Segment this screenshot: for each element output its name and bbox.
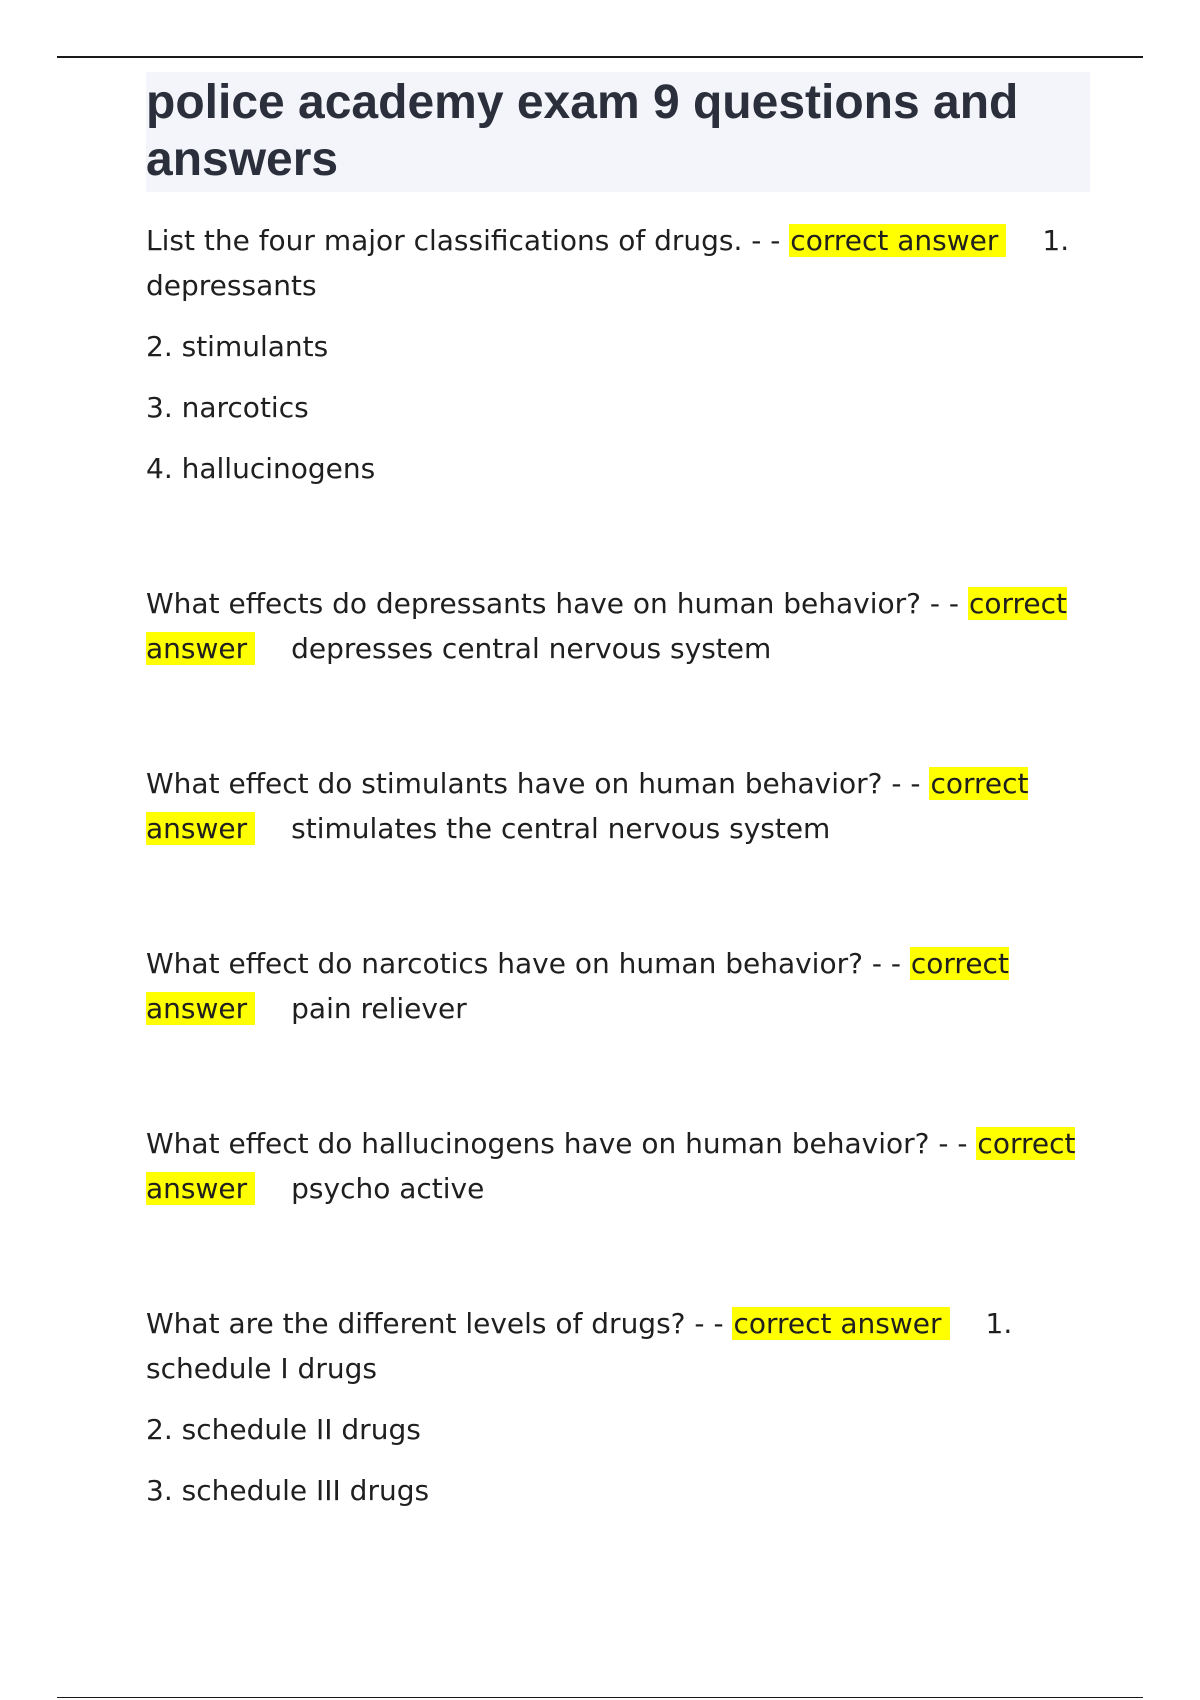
document-body	[146, 72, 1090, 1513]
answer-marker: correct answer	[146, 1127, 1076, 1205]
question-text: What effect do hallucinogens have on human behavior? - -	[146, 1127, 968, 1160]
answer-line: 4. hallucinogens	[146, 452, 376, 485]
qa-item	[146, 941, 1090, 1031]
answer-line: depresses central nervous system	[291, 632, 772, 665]
answer-line: 3. narcotics	[146, 391, 309, 424]
answer-marker: correct answer	[146, 767, 1029, 845]
question-text: What effect do narcotics have on human behavior? - -	[146, 947, 901, 980]
document-title: police academy exam 9 questions and answers	[146, 76, 1019, 186]
qa-item	[146, 1121, 1090, 1211]
qa-list	[146, 218, 1090, 1513]
question-text: What effect do stimulants have on human behavior? - -	[146, 767, 921, 800]
qa-item	[146, 1301, 1090, 1513]
answer-marker: correct answer	[789, 224, 1006, 257]
answer-line: 1. depressants	[146, 224, 1070, 302]
answer-line: 3. schedule III drugs	[146, 1474, 430, 1507]
answer-line: 1. schedule I drugs	[146, 1307, 1013, 1385]
footer-rule	[57, 1697, 1143, 1698]
answer-line: stimulates the central nervous system	[291, 812, 831, 845]
answer-marker: correct answer	[146, 947, 1009, 1025]
qa-item	[146, 218, 1090, 491]
question-text: What effects do depressants have on human behavior? - -	[146, 587, 960, 620]
answer-line: psycho active	[291, 1172, 485, 1205]
question-text: What are the different levels of drugs? - -	[146, 1307, 724, 1340]
answer-line: 2. stimulants	[146, 330, 329, 363]
qa-item	[146, 761, 1090, 851]
header-rule	[57, 56, 1143, 58]
qa-item	[146, 581, 1090, 671]
title-box	[146, 72, 1090, 192]
question-text: List the four major classifications of drugs. - -	[146, 224, 781, 257]
answer-line: pain reliever	[291, 992, 467, 1025]
answer-line: 2. schedule II drugs	[146, 1413, 421, 1446]
answer-marker: correct answer	[732, 1307, 949, 1340]
answer-marker: correct answer	[146, 587, 1067, 665]
